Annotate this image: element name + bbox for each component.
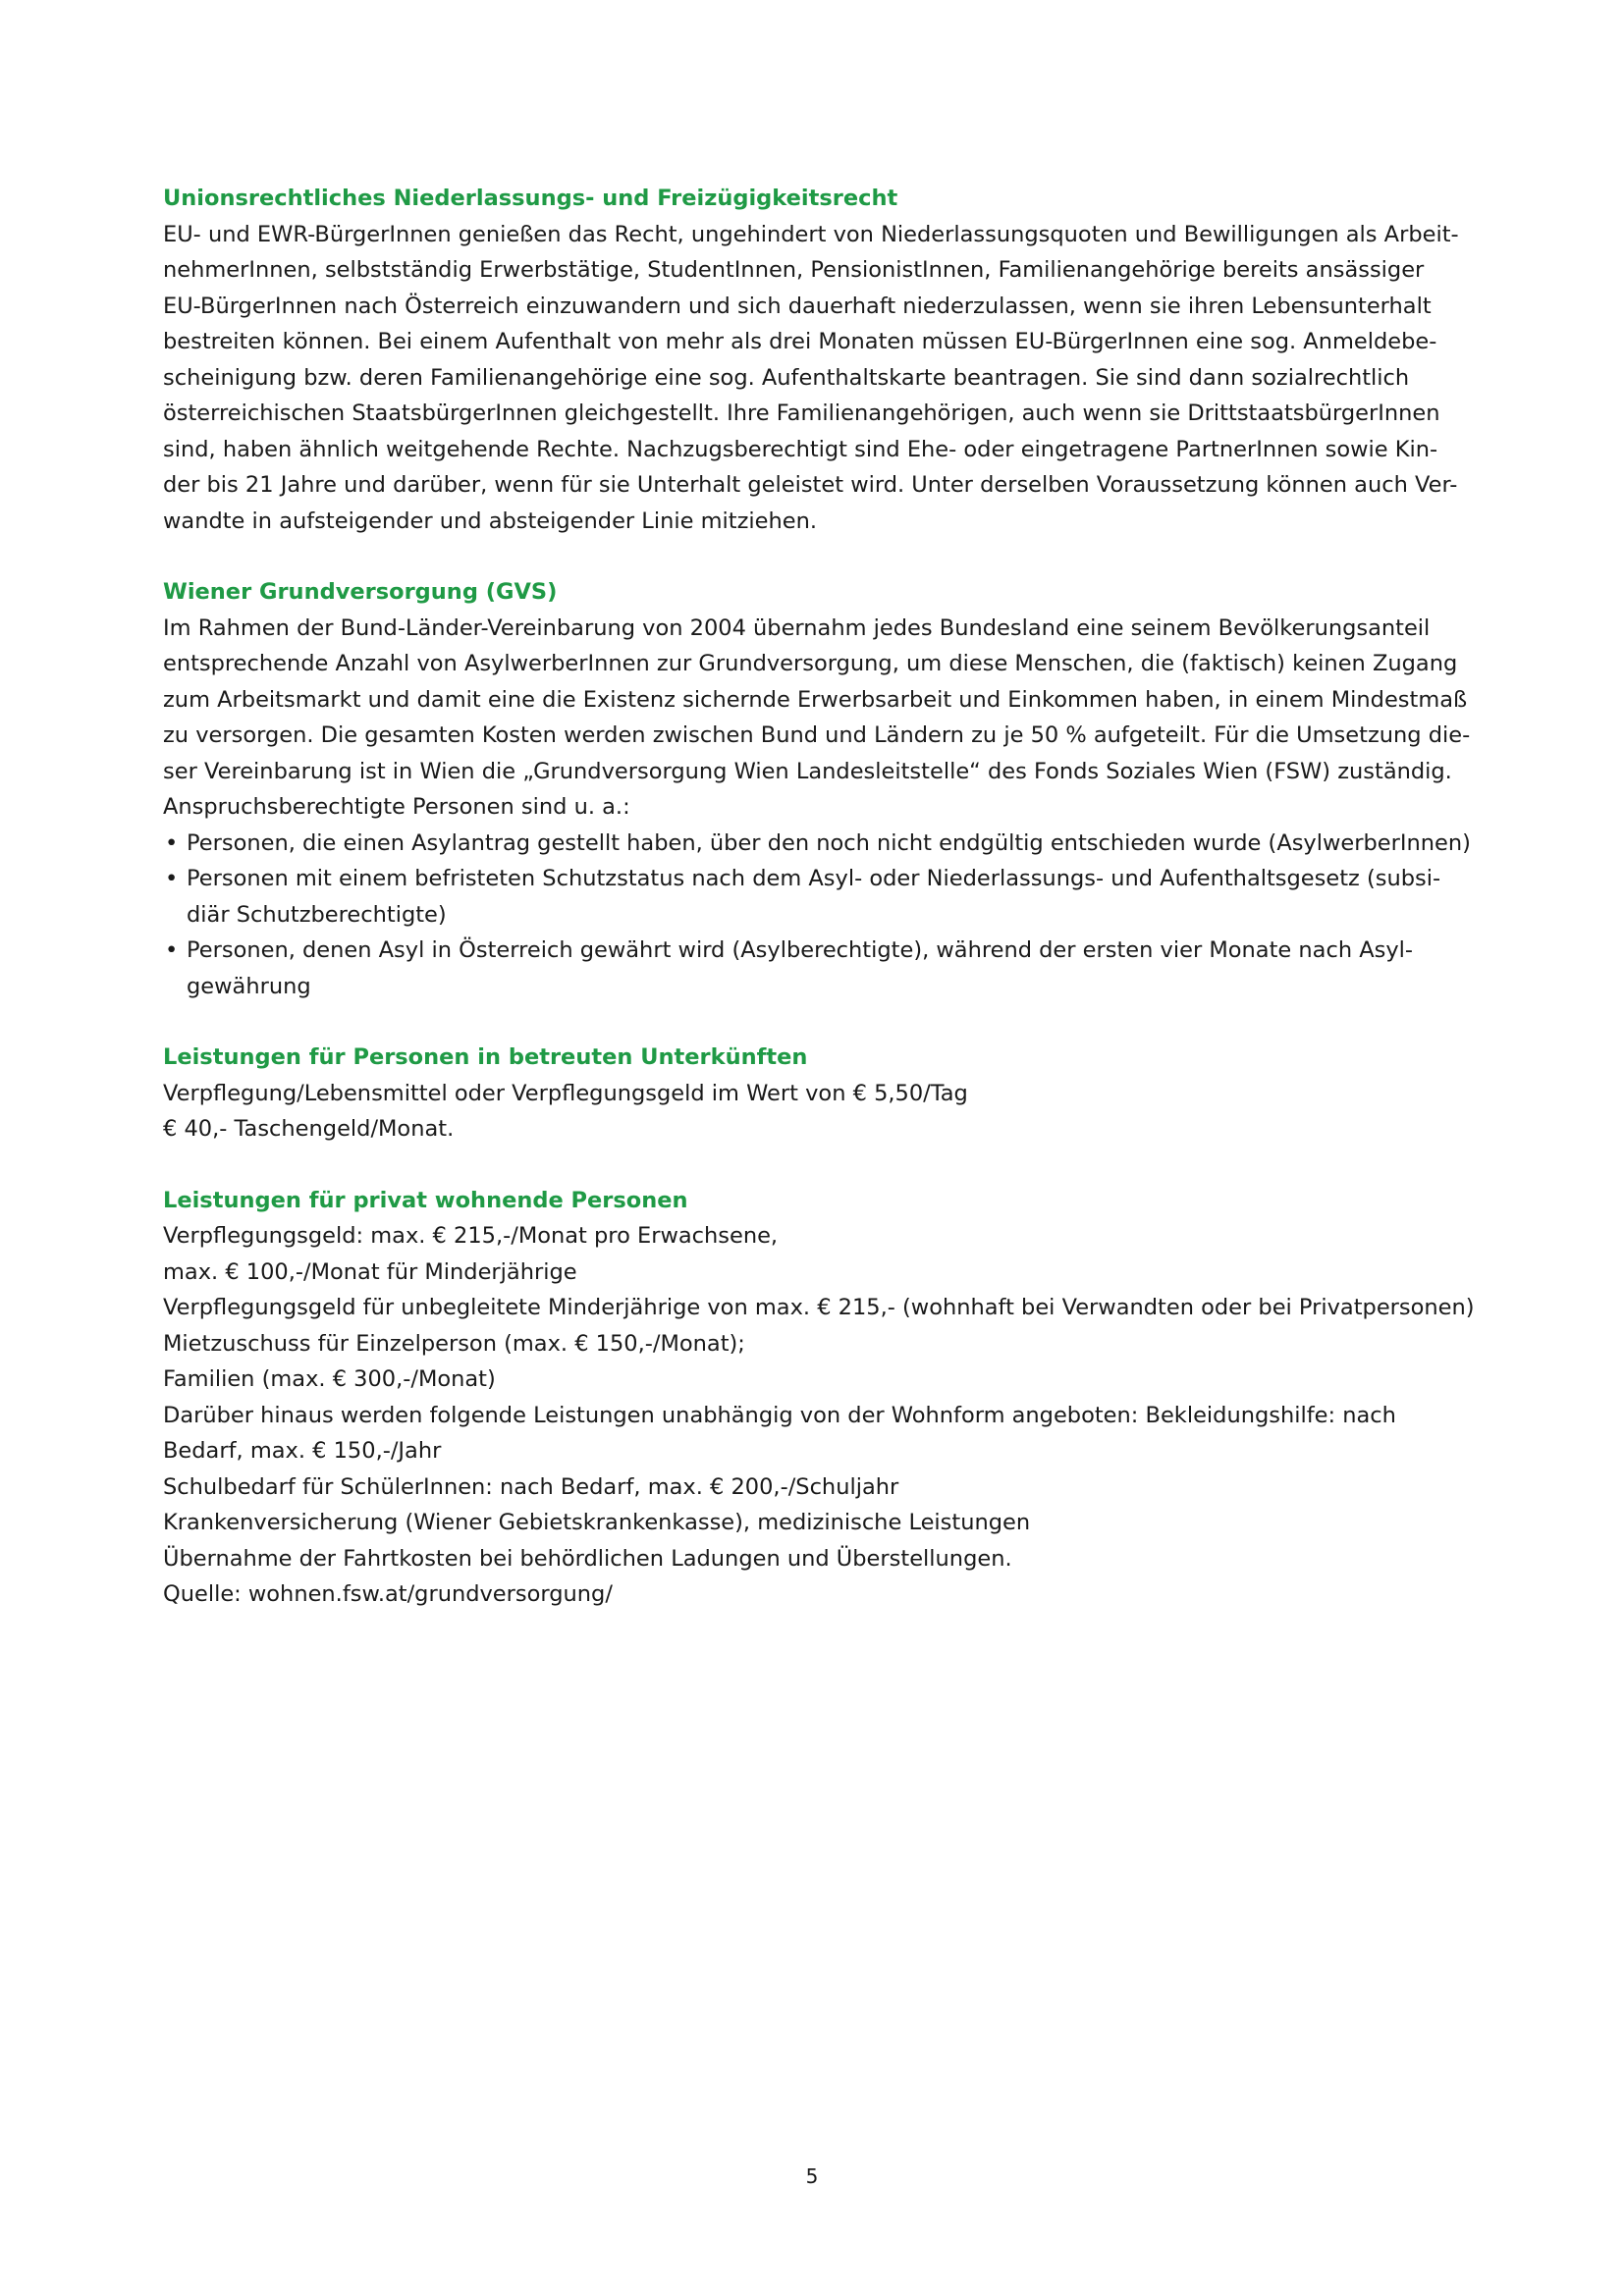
paragraph-line: Verpflegungsgeld: max. € 215,-/Monat pro Erwachsene, bbox=[163, 1223, 779, 1249]
list-item-line: Personen, denen Asyl in Österreich gewährt wird (Asylberechtigte), während der ersten vier Monate nach Asyl- bbox=[187, 937, 1414, 963]
paragraph-line: Verpflegung/Lebensmittel oder Verpflegungsgeld im Wert von € 5,50/Tag bbox=[163, 1080, 968, 1106]
bullet-icon: • bbox=[165, 937, 179, 963]
paragraph-line: Familien (max. € 300,-/Monat) bbox=[163, 1366, 496, 1392]
paragraph-line: bestreiten können. Bei einem Aufenthalt von mehr als drei Monaten müssen EU-BürgerInnen eine sog. Anmeldebe- bbox=[163, 329, 1437, 354]
paragraph-line: € 40,- Taschengeld/Monat. bbox=[163, 1116, 455, 1142]
section-niederlassungsrecht bbox=[163, 181, 1479, 539]
paragraph-line: Verpflegungsgeld für unbegleitete Minderjährige von max. € 215,- (wohnhaft bei Verwandten oder bei Privatpersonen) bbox=[163, 1295, 1475, 1320]
list-item bbox=[163, 861, 1479, 933]
paragraph-line: EU-BürgerInnen nach Österreich einzuwandern und sich dauerhaft niederzulassen, wenn sie ihren Lebensunterhalt bbox=[163, 293, 1432, 319]
paragraph-line: entsprechende Anzahl von AsylwerberInnen zur Grundversorgung, um diese Menschen, die (faktisch) keinen Zugang bbox=[163, 651, 1458, 676]
bullet-icon: • bbox=[165, 866, 179, 891]
list-item-line: Personen, die einen Asylantrag gestellt haben, über den noch nicht endgültig entschieden wurde (AsylwerberInnen) bbox=[187, 829, 1471, 856]
paragraph-line: Krankenversicherung (Wiener Gebietskrankenkasse), medizinische Leistungen bbox=[163, 1510, 1031, 1535]
bullet-icon: • bbox=[165, 829, 179, 856]
paragraph-line: Darüber hinaus werden folgende Leistungen unabhängig von der Wohnform angeboten: Bekleidungshilfe: nach bbox=[163, 1402, 1396, 1428]
bullet-list bbox=[163, 826, 1479, 1005]
paragraph-line: Im Rahmen der Bund-Länder-Vereinbarung von 2004 übernahm jedes Bundesland eine seinem Bevölkerungsanteil bbox=[163, 614, 1431, 641]
section-privat-wohnende bbox=[163, 1183, 1479, 1613]
paragraph-line: sind, haben ähnlich weitgehende Rechte. Nachzugsberechtigt sind Ehe- oder eingetragene PartnerInnen sowie Kin- bbox=[163, 436, 1438, 462]
paragraph-line: zu versorgen. Die gesamten Kosten werden zwischen Bund und Ländern zu je 50 % aufgeteilt. Für die Umsetzung die- bbox=[163, 722, 1471, 748]
paragraph-line: Bedarf, max. € 150,-/Jahr bbox=[163, 1438, 442, 1464]
list-item bbox=[163, 826, 1479, 862]
paragraph-line: scheinigung bzw. deren Familienangehörige eine sog. Aufenthaltskarte beantragen. Sie sind dann sozialrechtlich bbox=[163, 364, 1410, 391]
list-item-line: diär Schutzberechtigte) bbox=[187, 901, 447, 928]
paragraph-line: nehmerInnen, selbstständig Erwerbstätige, StudentInnen, PensionistInnen, Familienangehörige bereits ansässiger bbox=[163, 257, 1425, 283]
paragraph-line: Anspruchsberechtigte Personen sind u. a.: bbox=[163, 794, 630, 820]
paragraph-line: Mietzuschuss für Einzelperson (max. € 150,-/Monat); bbox=[163, 1330, 745, 1357]
paragraph-line: zum Arbeitsmarkt und damit eine die Existenz sichernde Erwerbsarbeit und Einkommen haben, in einem Mindestmaß bbox=[163, 686, 1468, 713]
section-betreute-unterkuenfte bbox=[163, 1040, 1479, 1148]
paragraph-line: der bis 21 Jahre und darüber, wenn für sie Unterhalt geleistet wird. Unter derselben Voraussetzung können auch Ver- bbox=[163, 472, 1458, 498]
paragraph-line: wandte in aufsteigender und absteigender Linie mitziehen. bbox=[163, 507, 818, 534]
section-grundversorgung bbox=[163, 574, 1479, 1004]
paragraph-line: Schulbedarf für SchülerInnen: nach Bedarf, max. € 200,-/Schuljahr bbox=[163, 1473, 899, 1500]
paragraph-line: EU- und EWR-BürgerInnen genießen das Recht, ungehindert von Niederlassungsquoten und Bewilligungen als Arbeit- bbox=[163, 221, 1459, 247]
paragraph-line: ser Vereinbarung ist in Wien die „Grundversorgung Wien Landesleitstelle“ des Fonds Soziales Wien (FSW) zuständig. bbox=[163, 758, 1452, 784]
section-heading: Leistungen für Personen in betreuten Unterkünften bbox=[163, 1044, 808, 1070]
section-heading: Unionsrechtliches Niederlassungs- und Freizügigkeitsrecht bbox=[163, 186, 898, 211]
document-body bbox=[163, 181, 1479, 1648]
paragraph-line: max. € 100,-/Monat für Minderjährige bbox=[163, 1258, 577, 1285]
list-item-line: gewährung bbox=[187, 973, 311, 999]
section-heading: Wiener Grundversorgung (GVS) bbox=[163, 579, 558, 605]
source-line: Quelle: wohnen.fsw.at/grundversorgung/ bbox=[163, 1581, 613, 1607]
paragraph-line: österreichischen StaatsbürgerInnen gleichgestellt. Ihre Familienangehörigen, auch wenn sie DrittstaatsbürgerInnen bbox=[163, 400, 1440, 426]
list-item bbox=[163, 933, 1479, 1004]
section-heading: Leistungen für privat wohnende Personen bbox=[163, 1187, 688, 1213]
list-item-line: Personen mit einem befristeten Schutzstatus nach dem Asyl- oder Niederlassungs- und Aufenthaltsgesetz (subsi- bbox=[187, 866, 1441, 891]
page-number: 5 bbox=[805, 2164, 819, 2188]
paragraph-line: Übernahme der Fahrtkosten bei behördlichen Ladungen und Überstellungen. bbox=[163, 1545, 1012, 1572]
